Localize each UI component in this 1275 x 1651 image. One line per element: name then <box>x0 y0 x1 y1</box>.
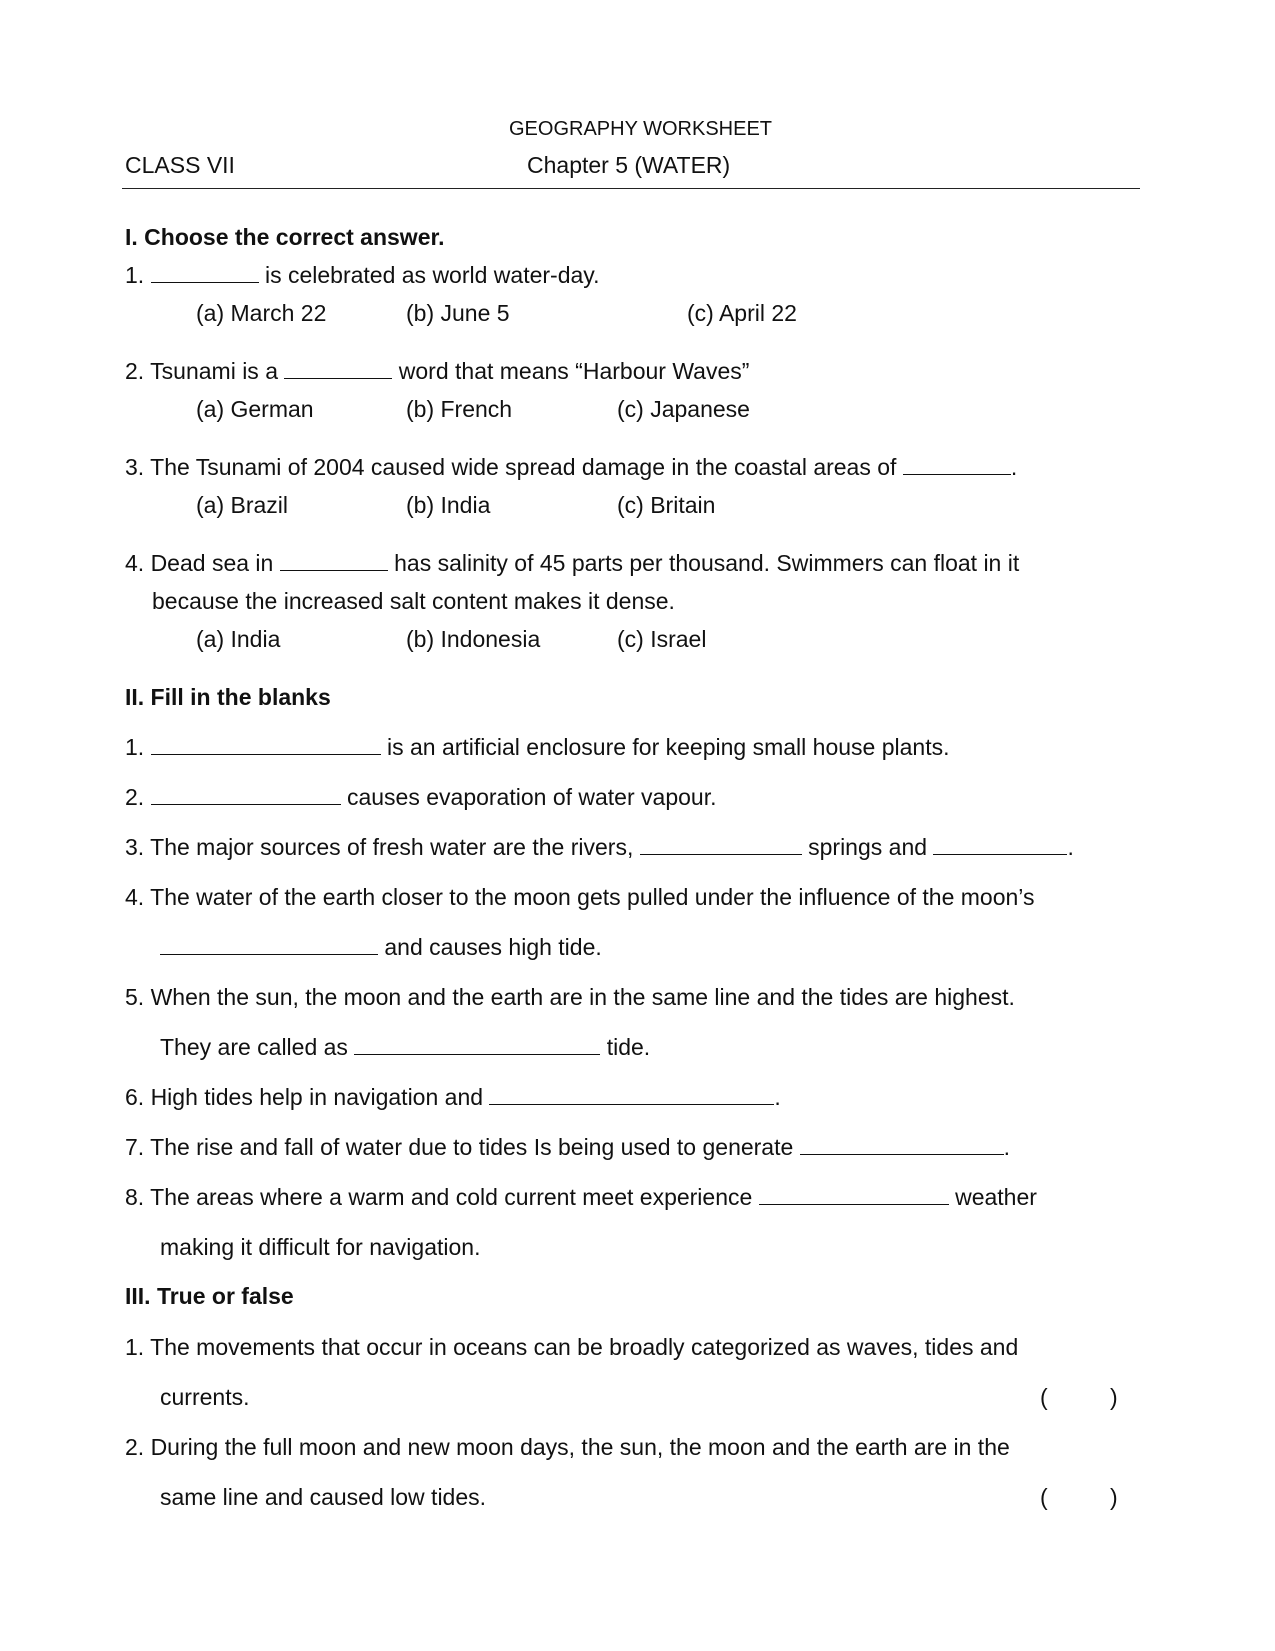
s1-q3 <box>125 452 1017 482</box>
header-rule <box>122 188 1140 189</box>
s2-q8-line2: making it difficult for navigation. <box>160 1234 481 1260</box>
s1-q3-option-a: (a) Brazil <box>196 492 289 518</box>
s1-q4-option-c: (c) Israel <box>617 626 707 652</box>
s3-q2-answer-open: ( <box>1040 1484 1048 1510</box>
s1-q4 <box>125 548 1019 578</box>
s3-q2-line1: 2. During the full moon and new moon days, the sun, the moon and the earth are in the <box>125 1434 1010 1460</box>
s2-q3-pre: 3. The major sources of fresh water are the rivers, <box>125 834 634 860</box>
s2-q6-blank <box>489 1082 774 1105</box>
s2-q2-text: causes evaporation of water vapour. <box>346 784 717 810</box>
s1-q4-line2: because the increased salt content makes it dense. <box>152 588 675 614</box>
s1-q1-blank <box>151 260 259 283</box>
s3-q1-line2: currents. <box>160 1384 250 1410</box>
s2-q2-num: 2. <box>125 784 145 810</box>
s3-q1-answer-close: ) <box>1110 1384 1118 1410</box>
section-1-heading: I. Choose the correct answer. <box>125 224 445 250</box>
s1-q2-option-c: (c) Japanese <box>617 396 750 422</box>
s2-q6 <box>125 1082 781 1112</box>
s1-q1-option-c: (c) April 22 <box>687 300 797 326</box>
s1-q4-post: has salinity of 45 parts per thousand. Swimmers can float in it <box>394 550 1020 576</box>
s1-q3-post: . <box>1010 454 1018 480</box>
s1-q2-pre: 2. Tsunami is a <box>125 358 278 384</box>
s3-q2-answer-close: ) <box>1110 1484 1118 1510</box>
s2-q3 <box>125 832 1074 862</box>
s2-q2 <box>125 782 716 812</box>
s2-q8 <box>125 1182 1037 1212</box>
s2-q3-post: . <box>1067 834 1074 860</box>
s2-q3-mid: springs and <box>808 834 928 860</box>
s2-q8-blank <box>759 1182 949 1205</box>
chapter-title: Chapter 5 (WATER) <box>527 152 731 178</box>
class-label: CLASS VII <box>125 152 235 178</box>
s2-q7-post: . <box>1003 1134 1011 1160</box>
s2-q8-post: weather <box>955 1184 1037 1210</box>
s2-q4-line1: 4. The water of the earth closer to the moon gets pulled under the influence of the moon’s <box>125 884 1035 910</box>
s2-q5-line2 <box>160 1032 650 1062</box>
s1-q4-option-b: (b) Indonesia <box>406 626 541 652</box>
s2-q7 <box>125 1132 1010 1162</box>
s1-q1-option-b: (b) June 5 <box>406 300 510 326</box>
s2-q5-line1: 5. When the sun, the moon and the earth are in the same line and the tides are highest. <box>125 984 1015 1010</box>
s1-q2-option-b: (b) French <box>406 396 513 422</box>
s2-q1-num: 1. <box>125 734 145 760</box>
s1-q2-blank <box>284 356 392 379</box>
s2-q5-post: tide. <box>606 1034 651 1060</box>
s2-q5-blank <box>354 1032 600 1055</box>
s2-q1-text: is an artificial enclosure for keeping small house plants. <box>386 734 950 760</box>
s2-q1 <box>125 732 949 762</box>
s2-q3-blank-1 <box>640 832 802 855</box>
s2-q3-blank-2 <box>933 832 1067 855</box>
section-2-heading: II. Fill in the blanks <box>125 684 331 710</box>
s1-q2-option-a: (a) German <box>196 396 314 422</box>
s2-q5-pre: They are called as <box>160 1034 348 1060</box>
s1-q4-pre: 4. Dead sea in <box>125 550 274 576</box>
s1-q1-text: is celebrated as world water-day. <box>264 262 600 288</box>
s1-q2 <box>125 356 749 386</box>
s2-q1-blank <box>151 732 381 755</box>
s2-q4-blank <box>160 932 378 955</box>
s1-q4-option-a: (a) India <box>196 626 281 652</box>
s1-q1-option-a: (a) March 22 <box>196 300 327 326</box>
s1-q2-post: word that means “Harbour Waves” <box>398 358 750 384</box>
worksheet-title: GEOGRAPHY WORKSHEET <box>509 118 773 140</box>
s2-q7-blank <box>800 1132 1004 1155</box>
s2-q4-line2 <box>160 932 602 962</box>
s2-q7-pre: 7. The rise and fall of water due to tides Is being used to generate <box>125 1134 794 1160</box>
s1-q1-num: 1. <box>125 262 145 288</box>
s2-q6-pre: 6. High tides help in navigation and <box>125 1084 484 1110</box>
s3-q2-line2: same line and caused low tides. <box>160 1484 487 1510</box>
s1-q3-option-b: (b) India <box>406 492 491 518</box>
s2-q6-post: . <box>774 1084 781 1110</box>
s1-q3-option-c: (c) Britain <box>617 492 716 518</box>
s2-q2-blank <box>151 782 341 805</box>
section-3-heading: III. True or false <box>125 1283 294 1309</box>
s2-q8-pre: 8. The areas where a warm and cold current meet experience <box>125 1184 753 1210</box>
s1-q3-pre: 3. The Tsunami of 2004 caused wide spread damage in the coastal areas of <box>125 454 897 480</box>
s3-q1-line1: 1. The movements that occur in oceans can be broadly categorized as waves, tides and <box>125 1334 1019 1360</box>
s1-q3-blank <box>903 452 1011 475</box>
s1-q1 <box>125 260 599 290</box>
s2-q4-post: and causes high tide. <box>384 934 602 960</box>
s3-q1-answer-open: ( <box>1040 1384 1048 1410</box>
s1-q4-blank <box>280 548 388 571</box>
